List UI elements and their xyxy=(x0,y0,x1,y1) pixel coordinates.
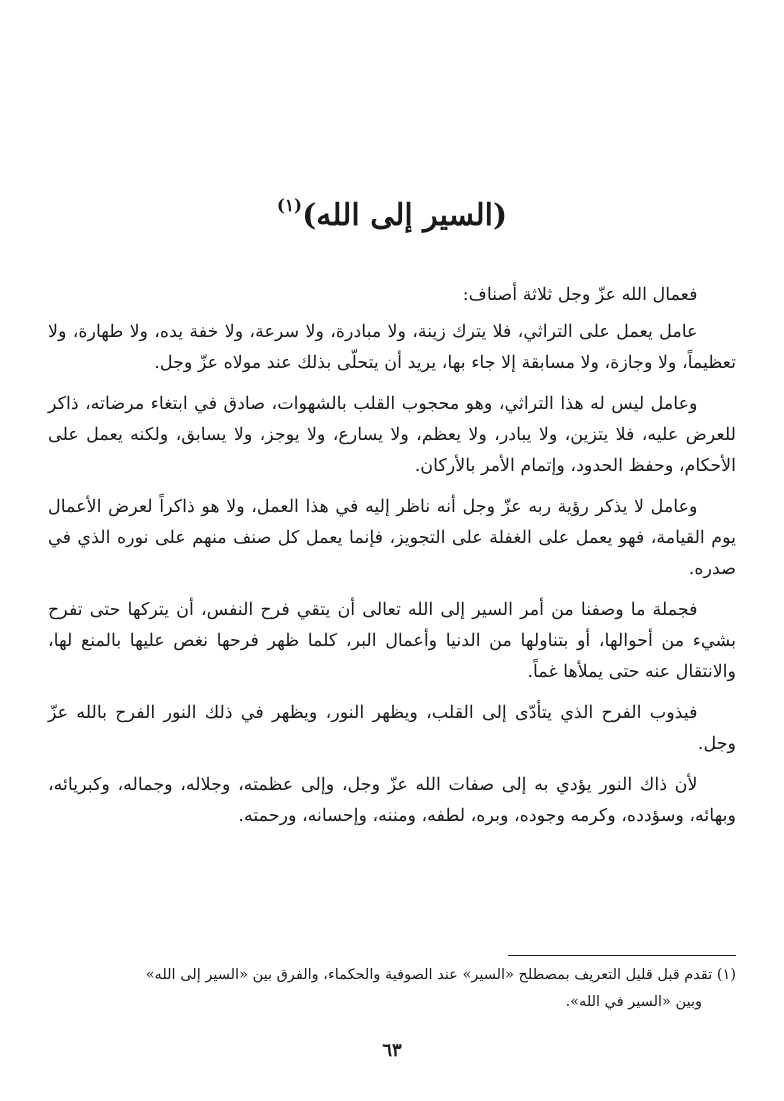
paragraph-second-worker: وعامل ليس له هذا التراثي، وهو محجوب القلب بالشهوات، صادق في ابتغاء مرضاته، ذاكر للعرض عليه، فلا يتزين، ولا يبادر، ولا يعظم، ولا يسارع، ولا يوجز، ولا يسابق، ولكنه يعمل على الأحكام، وحفظ الحدود، وإتمام الأمر بالأركان. xyxy=(48,394,736,476)
paragraph-attributes: لأن ذاك النور يؤدي به إلى صفات الله عزّ وجل، وإلى عظمته، وجلاله، وجماله، وكبريائه، وبهائه، وسؤدده، وكرمه وجوده، وبره، لطفه، ومننه، وإحسانه، ورحمته. xyxy=(48,775,736,826)
paragraph-intro: فعمال الله عزّ وجل ثلاثة أصناف: xyxy=(462,285,698,305)
chapter-title-text: (السير إلى الله) xyxy=(302,198,508,233)
body-text xyxy=(48,280,736,842)
footnote-divider xyxy=(508,955,736,956)
footnote-text-line2: وبين «السير في الله». xyxy=(565,994,702,1010)
footnote-reference-marker[interactable]: (١) xyxy=(276,196,303,216)
paragraph-first-worker: عامل يعمل على التراثي، فلا يترك زينة، ولا مبادرة، ولا سرعة، ولا خفة يده، ولا طهارة، ولا تعظيماً، ولا وجازة، ولا مسابقة إلا جاء بها، يريد أن يتحلّى بذلك عند مولاه عزّ وجل. xyxy=(48,322,736,373)
chapter-title xyxy=(0,186,784,236)
footnote-text-line1: تقدم قبل قليل التعريف بمصطلح «السير» عند الصوفية والحكماء، والفرق بين «السير إلى الله» xyxy=(145,967,713,983)
footnote xyxy=(48,962,736,1016)
paragraph-summary: فجملة ما وصفنا من أمر السير إلى الله تعالى أن يتقي فرح النفس، أن يتركها حتى تفرح بشيء من أحوالها، أو بتناولها من الدنيا وأعمال البر، كلما ظهر فرحها نغص عليها بالمنع لها، والانتقال عنه حتى يملأها غماً. xyxy=(48,600,736,682)
page-number: ٦٣ xyxy=(382,1040,402,1061)
footnote-marker: (١) xyxy=(716,967,736,983)
paragraph-light: فيذوب الفرح الذي يتأدّى إلى القلب، ويظهر النور، ويظهر في ذلك النور الفرح بالله عزّ وجل. xyxy=(48,703,736,754)
paragraph-third-worker: وعامل لا يذكر رؤية ربه عزّ وجل أنه ناظر إليه في هذا العمل، ولا هو ذاكراً لعرض الأعمال يوم القيامة، فهو يعمل على الغفلة على التجويز، فإنما يعمل كل صنف منهم على نوره الذي في صدره. xyxy=(48,497,736,579)
